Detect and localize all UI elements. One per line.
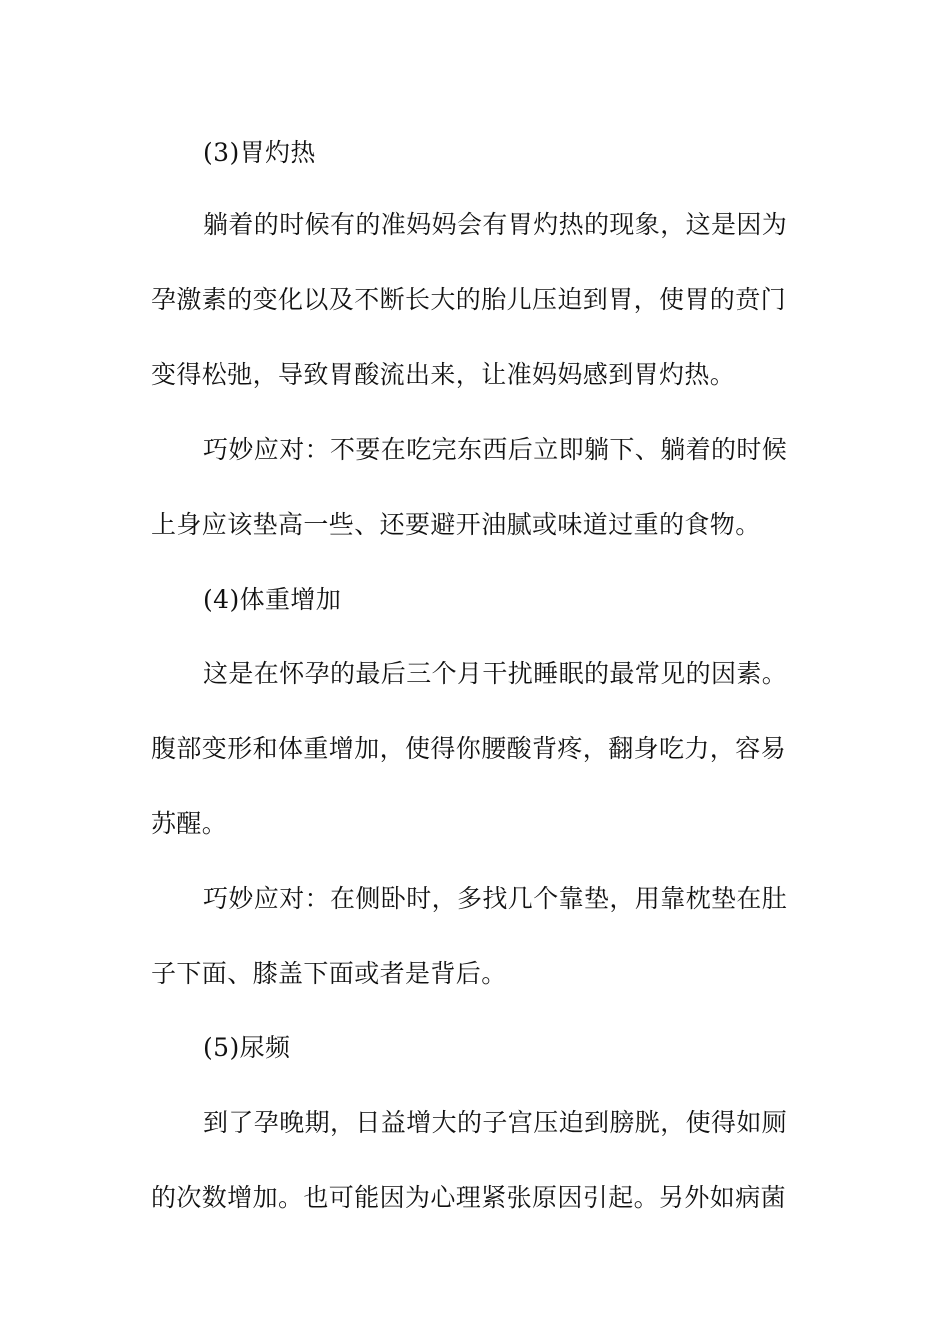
paragraph-line: 这是在怀孕的最后三个月干扰睡眠的最常见的因素。 bbox=[203, 659, 788, 688]
paragraph-line: 的次数增加。也可能因为心理紧张原因引起。另外如病菌 bbox=[151, 1183, 787, 1212]
section-heading-heartburn: (3)胃灼热 bbox=[203, 138, 316, 167]
section-heading-frequent-urination: (5)尿频 bbox=[203, 1033, 291, 1062]
paragraph-line: 子下面、膝盖下面或者是背后。 bbox=[151, 959, 507, 988]
paragraph-line: 上身应该垫高一些、还要避开油腻或味道过重的食物。 bbox=[151, 510, 761, 539]
paragraph-line: 巧妙应对：不要在吃完东西后立即躺下、躺着的时候 bbox=[203, 435, 788, 464]
paragraph-line: 苏醒。 bbox=[151, 809, 228, 838]
paragraph-line: 躺着的时候有的准妈妈会有胃灼热的现象，这是因为 bbox=[203, 210, 788, 239]
paragraph-line: 巧妙应对：在侧卧时，多找几个靠垫，用靠枕垫在肚 bbox=[203, 884, 788, 913]
paragraph-line: 变得松弛，导致胃酸流出来，让准妈妈感到胃灼热。 bbox=[151, 360, 736, 389]
paragraph-line: 到了孕晚期，日益增大的子宫压迫到膀胱，使得如厕 bbox=[203, 1108, 788, 1137]
paragraph-line: 腹部变形和体重增加，使得你腰酸背疼，翻身吃力，容易 bbox=[151, 734, 787, 763]
section-heading-weight-gain: (4)体重增加 bbox=[203, 585, 342, 614]
paragraph-line: 孕激素的变化以及不断长大的胎儿压迫到胃，使胃的贲门 bbox=[151, 285, 787, 314]
